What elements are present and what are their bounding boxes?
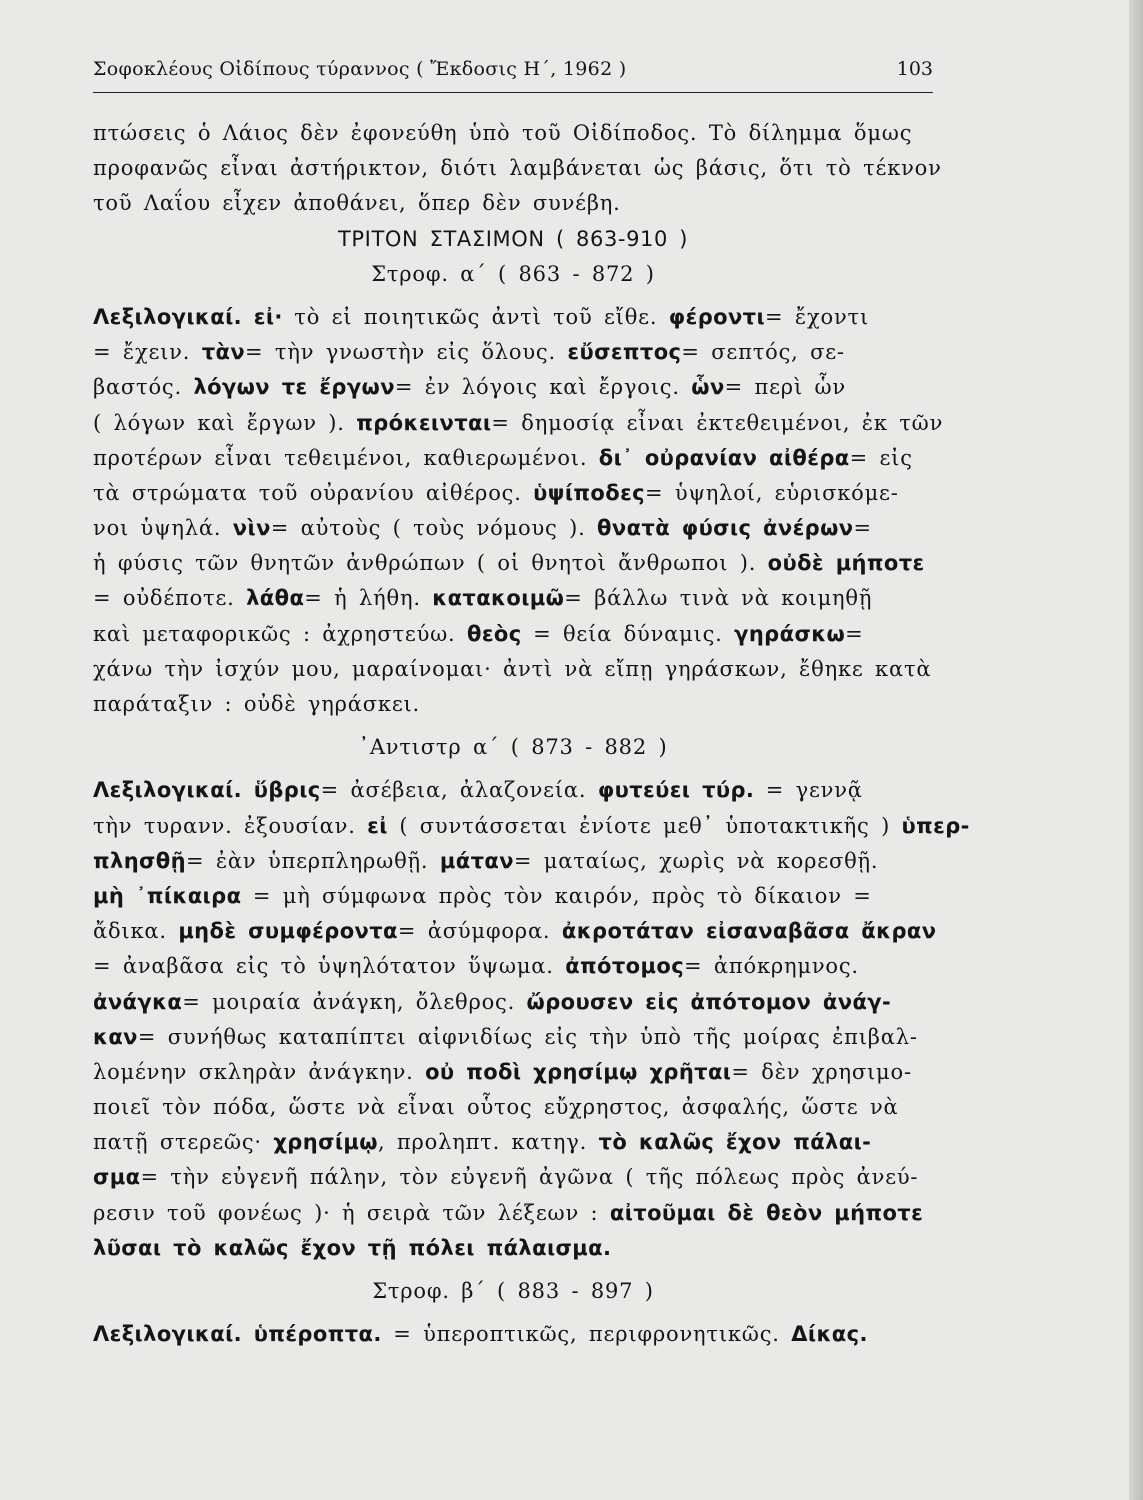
- text-line: τοῦ Λαΐου εἶχεν ἀποθάνει, ὅπερ δὲν συνέβη.: [93, 191, 621, 216]
- glossary-term: ὧν: [691, 375, 725, 400]
- glossary-term: Δίκας.: [791, 1322, 868, 1347]
- glossary-term: χρησίμῳ: [273, 1130, 378, 1155]
- glossary-term: θνατὰ φύσις ἀνέρων: [597, 516, 854, 541]
- text-line: ( λόγων καὶ ἔργων ). πρόκεινται= δημοσίᾳ εἶναι ἐκτεθειμένοι, ἐκ τῶν: [93, 410, 944, 435]
- glossary-term: δι᾽ οὐρανίαν αἰθέρα: [598, 445, 850, 470]
- text-line: ἡ φύσις τῶν θνητῶν ἀνθρώπων ( οἱ θνητοὶ ἄνθρωποι ). οὐδὲ μήποτε: [93, 551, 925, 576]
- glossary-term: καν: [93, 1024, 138, 1049]
- running-header: [93, 58, 933, 86]
- glossary-term: εὔσεπτος: [567, 340, 682, 365]
- glossary-term: Λεξιλογικαί. εἰ·: [93, 304, 283, 329]
- glossary-term: μηδὲ συμφέροντα: [178, 919, 398, 944]
- body-text: [93, 116, 970, 1352]
- glossary-term: θεὸς: [467, 621, 522, 646]
- glossary-term: ὑψίποδες: [533, 480, 646, 505]
- glossary-term: μάταν: [439, 848, 514, 873]
- text-line: τὰ στρώματα τοῦ οὐρανίου αἰθέρος. ὑψίποδες= ὑψηλοί, εὑρισκόμε-: [93, 480, 899, 505]
- text-line: λομένην σκληρὰν ἀνάγκην. οὐ ποδὶ χρησίμῳ χρῆται= δὲν χρησιμο-: [93, 1059, 912, 1084]
- glossary-term: γηράσκω: [734, 621, 846, 646]
- text-line: σμα= τὴν εὐγενῆ πάλην, τὸν εὐγενῆ ἀγῶνα ( τῆς πόλεως πρὸς ἀνεύ-: [93, 1165, 919, 1190]
- glossary-term: ὤρουσεν εἰς ἀπότομον ἀνάγ-: [526, 989, 892, 1014]
- text-line: βαστός. λόγων τε ἔργων= ἐν λόγοις καὶ ἔργοις. ὧν= περὶ ὧν: [93, 375, 846, 400]
- glossary-term: αἰτοῦμαι δὲ θεὸν μήποτε: [609, 1200, 924, 1225]
- glossary-term: πρόκεινται: [356, 410, 492, 435]
- page-number: 103: [896, 58, 933, 80]
- text-line: προτέρων εἶναι τεθειμένοι, καθιερωμένοι. δι᾽ οὐρανίαν αἰθέρα= εἰς: [93, 445, 913, 470]
- text-line: Λεξιλογικαί. ὑπέροπτα. = ὑπεροπτικῶς, περιφρονητικῶς. Δίκας.: [93, 1322, 868, 1347]
- glossary-term: οὐ ποδὶ χρησίμῳ χρῆται: [425, 1059, 732, 1084]
- text-line: νοι ὑψηλά. νὶν= αὐτοὺς ( τοὺς νόμους ). θνατὰ φύσις ἀνέρων=: [93, 516, 872, 541]
- text-line: ἀνάγκα= μοιραία ἀνάγκη, ὄλεθρος. ὤρουσεν εἰς ἀπότομον ἀνάγ-: [93, 989, 892, 1014]
- glossary-term: τὰν: [201, 340, 246, 365]
- glossary-term: εἰ: [367, 813, 388, 838]
- text-line: = οὐδέποτε. λάθα= ἡ λήθη. κατακοιμῶ= βάλλω τινὰ νὰ κοιμηθῇ: [93, 586, 873, 611]
- glossary-term: λόγων τε ἔργων: [193, 375, 395, 400]
- antistrophe-a-title: ᾿Αντιστρ α΄ ( 873 - 882 ): [358, 735, 668, 760]
- text-line: = ἀναβᾶσα εἰς τὸ ὑψηλότατον ὕψωμα. ἀπότομος= ἀπόκρημνος.: [93, 954, 859, 979]
- text-line: ποιεῖ τὸν πόδα, ὥστε νὰ εἶναι οὗτος εὔχρηστος, ἀσφαλής, ὥστε νὰ: [93, 1095, 899, 1120]
- glossary-term: μὴ ᾿πίκαιρα: [93, 883, 242, 908]
- header-rule: [93, 92, 933, 93]
- text-line: τὴν τυρανν. ἐξουσίαν. εἰ ( συντάσσεται ἐνίοτε μεθ᾽ ὑποτακτικῆς ) ὑπερ-: [93, 813, 970, 838]
- page-edge-shadow: [1129, 0, 1143, 1500]
- text-line: ἄδικα. μηδὲ συμφέροντα= ἀσύμφορα. ἀκροτάταν εἰσαναβᾶσα ἄκραν: [93, 919, 937, 944]
- glossary-term: ἀκροτάταν εἰσαναβᾶσα ἄκραν: [561, 919, 937, 944]
- text-line: πλησθῇ= ἐὰν ὑπερπληρωθῇ. μάταν= ματαίως, χωρὶς νὰ κορεσθῇ.: [93, 848, 879, 873]
- glossary-term: κατακοιμῶ: [432, 586, 565, 611]
- text-line: μὴ ᾿πίκαιρα = μὴ σύμφωνα πρὸς τὸν καιρόν, πρὸς τὸ δίκαιον =: [93, 883, 872, 908]
- glossary-term: ὑπερ-: [901, 813, 970, 838]
- text-line: Λεξιλογικαί. εἰ· τὸ εἰ ποιητικῶς ἀντὶ τοῦ εἴθε. φέροντι= ἔχοντι: [93, 304, 869, 329]
- glossary-term: τὸ καλῶς ἔχον πάλαι-: [598, 1130, 872, 1155]
- text-line: καν= συνήθως καταπίπτει αἰφνιδίως εἰς τὴν ὑπὸ τῆς μοίρας ἐπιβαλ-: [93, 1024, 918, 1049]
- text-line: ρεσιν τοῦ φονέως )· ἡ σειρὰ τῶν λέξεων : αἰτοῦμαι δὲ θεὸν μήποτε: [93, 1200, 924, 1225]
- glossary-term: ἀνάγκα: [93, 989, 183, 1014]
- text-line: = ἔχειν. τὰν= τὴν γνωστὴν εἰς ὅλους. εὔσεπτος= σεπτός, σε-: [93, 340, 845, 365]
- text-line: παράταξιν : οὐδὲ γηράσκει.: [93, 692, 421, 716]
- glossary-term: Λεξιλογικαί. ὕβρις: [93, 778, 321, 803]
- glossary-term: φέροντι: [668, 304, 766, 329]
- glossary-term: πλησθῇ: [93, 848, 186, 873]
- text-line: λῦσαι τὸ καλῶς ἔχον τῇ πόλει πάλαισμα.: [93, 1235, 612, 1260]
- glossary-term: Λεξιλογικαί. ὑπέροπτα.: [93, 1322, 382, 1347]
- glossary-term: σμα: [93, 1165, 141, 1190]
- glossary-term: νὶν: [232, 516, 271, 541]
- glossary-term: λάθα: [246, 586, 305, 611]
- glossary-term: ἀπότομος: [565, 954, 685, 979]
- strophe-a-title: Στροφ. α΄ ( 863 - 872 ): [371, 261, 655, 286]
- strophe-b-title: Στροφ. β΄ ( 883 - 897 ): [372, 1279, 654, 1303]
- section-heading: ΤΡΙΤΟΝ ΣΤΑΣΙΜΟΝ ( 863-910 ): [337, 226, 689, 251]
- text-line: χάνω τὴν ἰσχύν μου, μαραίνομαι· ἀντὶ νὰ εἴπῃ γηράσκων, ἔθηκε κατὰ: [93, 656, 932, 681]
- text-line: καὶ μεταφορικῶς : ἀχρηστεύω. θεὸς = θεία δύναμις. γηράσκω=: [93, 621, 864, 646]
- glossary-term: φυτεύει τύρ.: [597, 778, 755, 803]
- text-line: πατῇ στερεῶς· χρησίμῳ, προληπτ. κατηγ. τὸ καλῶς ἔχον πάλαι-: [93, 1130, 872, 1155]
- header-title: Σοφοκλέους Οἰδίπους τύραννος ( Ἔκδοσις Η΄, 1962 ): [93, 58, 627, 80]
- glossary-term: οὐδὲ μήποτε: [767, 551, 925, 576]
- text-line: πτώσεις ὁ Λάιος δὲν ἐφονεύθη ὑπὸ τοῦ Οἰδίποδος. Τὸ δίλημμα ὅμως: [93, 121, 913, 145]
- text-line: προφανῶς εἶναι ἀστήρικτον, διότι λαμβάνεται ὡς βάσις, ὅτι τὸ τέκνον: [93, 156, 942, 181]
- text-line: Λεξιλογικαί. ὕβρις= ἀσέβεια, ἀλαζονεία. φυτεύει τύρ. = γεννᾷ: [93, 778, 863, 803]
